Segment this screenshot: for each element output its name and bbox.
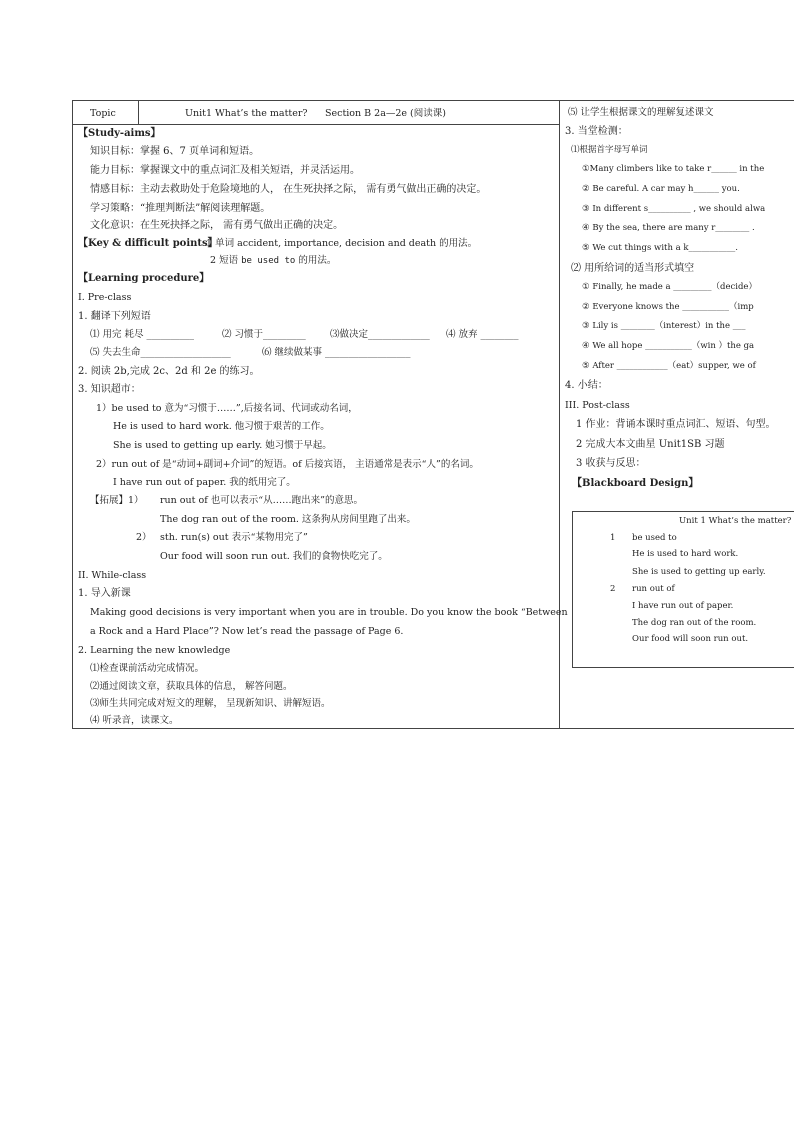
blackboard-number-2: 2: [610, 584, 616, 594]
column-divider: [559, 100, 560, 728]
fill-4: ④ We all hope ___________（win ）the ga: [582, 341, 755, 351]
question-5: ⑤ We cut things with a k___________.: [582, 243, 738, 253]
study-aims-title: 【Study-aims】: [78, 128, 161, 139]
extension-2-number: 2）: [136, 532, 152, 543]
question-3: ③ In different s__________ , we should alwa: [582, 204, 766, 214]
while-step-4: ⑷ 听录音，读课文。: [90, 715, 179, 726]
extension-1: run out of 也可以表示“从……跑出来”的意思。: [160, 495, 363, 506]
in-class-check-heading: 3. 当堂检测：: [565, 126, 628, 137]
pre-item-1: 1. 翻译下列短语: [78, 311, 151, 322]
blackboard-line-2: run out of: [632, 584, 675, 594]
while-step-3: ⑶师生共同完成对短文的理解， 呈现新知识、讲解短语。: [90, 698, 331, 709]
key-point-1: 1 单词 accident, importance, decision and death 的用法。: [206, 238, 478, 249]
post-item-1: 1 作业：背诵本课时重点词汇、短语、句型。: [576, 419, 776, 430]
unit-title: Unit1 What’s the matter?: [185, 108, 308, 119]
while-item-1: 1. 导入新课: [78, 588, 131, 599]
aim-emotion: 情感目标：主动去救助处于危险境地的人， 在生死抉择之际， 需有勇气做出正确的决定。: [90, 184, 487, 195]
extension-2: sth. run(s) out 表示“某物用完了”: [160, 532, 308, 543]
while-step-2: ⑵通过阅读文章，获取具体的信息， 解答问题。: [90, 681, 293, 692]
while-item-2: 2. Learning the new knowledge: [78, 645, 231, 656]
extension-label: 【拓展】1）: [90, 495, 144, 506]
knowledge-1: 1）be used to 意为“习惯于……”,后接名词、代词或动名词，: [96, 403, 358, 414]
key-point-2-suffix: 的用法。: [298, 255, 337, 266]
blackboard-line-2c: Our food will soon run out.: [632, 634, 749, 644]
aim-ability: 能力目标：掌握课文中的重点词汇及相关短语，并灵活运用。: [90, 165, 360, 176]
phrase-6: ⑹ 继续做某事 __________________: [262, 347, 411, 358]
phrase-5: ⑸ 失去生命___________________: [90, 347, 231, 358]
extension-1-example: The dog ran out of the room. 这条狗从房间里跑了出来。: [160, 514, 416, 525]
question-1: ①Many climbers like to take r______ in the: [582, 164, 765, 174]
extension-2-example: Our food will soon run out. 我们的食物快吃完了。: [160, 551, 388, 562]
knowledge-1-example-2: She is used to getting up early. 她习惯于早起。: [113, 440, 332, 451]
phrase-4: ⑷ 放弃 ________: [446, 329, 519, 340]
blackboard-line-1: be used to: [632, 533, 677, 543]
knowledge-2-example: I have run out of paper. 我的纸用完了。: [113, 477, 296, 488]
question-2: ② Be careful. A car may h______ you.: [582, 184, 740, 194]
blackboard-design-title: 【Blackboard Design】: [572, 478, 699, 489]
post-item-2: 2 完成大本文曲星 Unit1SB 习题: [576, 439, 725, 450]
topic-label: Topic: [90, 108, 116, 119]
topic-cell-divider: [138, 100, 139, 124]
fill-3: ③ Lily is ________（interest）in the ___: [582, 321, 746, 331]
summary-heading: 4. 小结：: [565, 380, 608, 391]
key-point-2: [210, 254, 336, 268]
knowledge-1-example-1: He is used to hard work. 他习惯于艰苦的工作。: [113, 421, 330, 432]
header-row-divider: [72, 124, 559, 125]
while-step-1: ⑴检查课前活动完成情况。: [90, 663, 205, 674]
pre-item-2: 2. 阅读 2b,完成 2c、2d 和 2e 的练习。: [78, 366, 260, 377]
pre-class-heading: I. Pre-class: [78, 292, 132, 303]
pre-item-3: 3. 知识超市：: [78, 384, 141, 395]
key-point-2-prefix: 2 短语: [210, 255, 239, 266]
question-4: ④ By the sea, there are many r________ .: [582, 223, 755, 233]
key-point-2-code: be used to: [241, 256, 296, 266]
retell-step: ⑸ 让学生根据课文的理解复述课文: [568, 107, 714, 118]
procedure-title: 【Learning procedure】: [78, 273, 210, 284]
fill-2: ② Everyone knows the ___________（imp: [582, 302, 754, 312]
key-points-title: 【Key & difficult points】: [78, 238, 218, 249]
phrase-1: ⑴ 用完 耗尽 __________: [90, 329, 195, 340]
blackboard-line-2a: I have run out of paper.: [632, 601, 734, 611]
blackboard-number-1: 1: [610, 533, 616, 543]
fill-5: ⑤ After ____________（eat）supper, we of: [582, 361, 756, 371]
fill-1: ① Finally, he made a _________（decide）: [582, 282, 757, 292]
phrase-2: ⑵ 习惯于_________: [222, 329, 306, 340]
blackboard-heading: Unit 1 What’s the matter?: [679, 516, 792, 526]
aim-strategy: 学习策略：“推理判断法”解阅读理解题。: [90, 203, 271, 214]
word-form-heading: ⑵ 用所给词的适当形式填空: [571, 263, 695, 274]
knowledge-2: 2）run out of 是“动词+副词+介词”的短语。of 后接宾语， 主语通常是表示“人”的名词。: [96, 459, 479, 470]
blackboard-line-1b: She is used to getting up early.: [632, 567, 766, 577]
blackboard-line-2b: The dog ran out of the room.: [632, 618, 757, 628]
aim-knowledge: 知识目标：掌握 6、7 页单词和短语。: [90, 146, 260, 157]
while-class-heading: II. While-class: [78, 570, 147, 581]
post-class-heading: III. Post-class: [565, 400, 630, 411]
post-item-3: 3 收获与反思：: [576, 458, 646, 469]
while-item-1-text-2: a Rock and a Hard Place”? Now let’s read the passage of Page 6.: [90, 626, 404, 637]
section-label: Section B 2a—2e (阅读课): [325, 108, 446, 119]
phrase-3: ⑶做决定_____________: [330, 329, 430, 340]
initial-letter-heading: ⑴根据首字母写单词: [571, 145, 648, 155]
blackboard-line-1a: He is used to hard work.: [632, 549, 739, 559]
aim-culture: 文化意识：在生死抉择之际， 需有勇气做出正确的决定。: [90, 220, 344, 231]
while-item-1-text-1: Making good decisions is very important when you are in trouble. Do you know the book “Between: [90, 607, 568, 618]
